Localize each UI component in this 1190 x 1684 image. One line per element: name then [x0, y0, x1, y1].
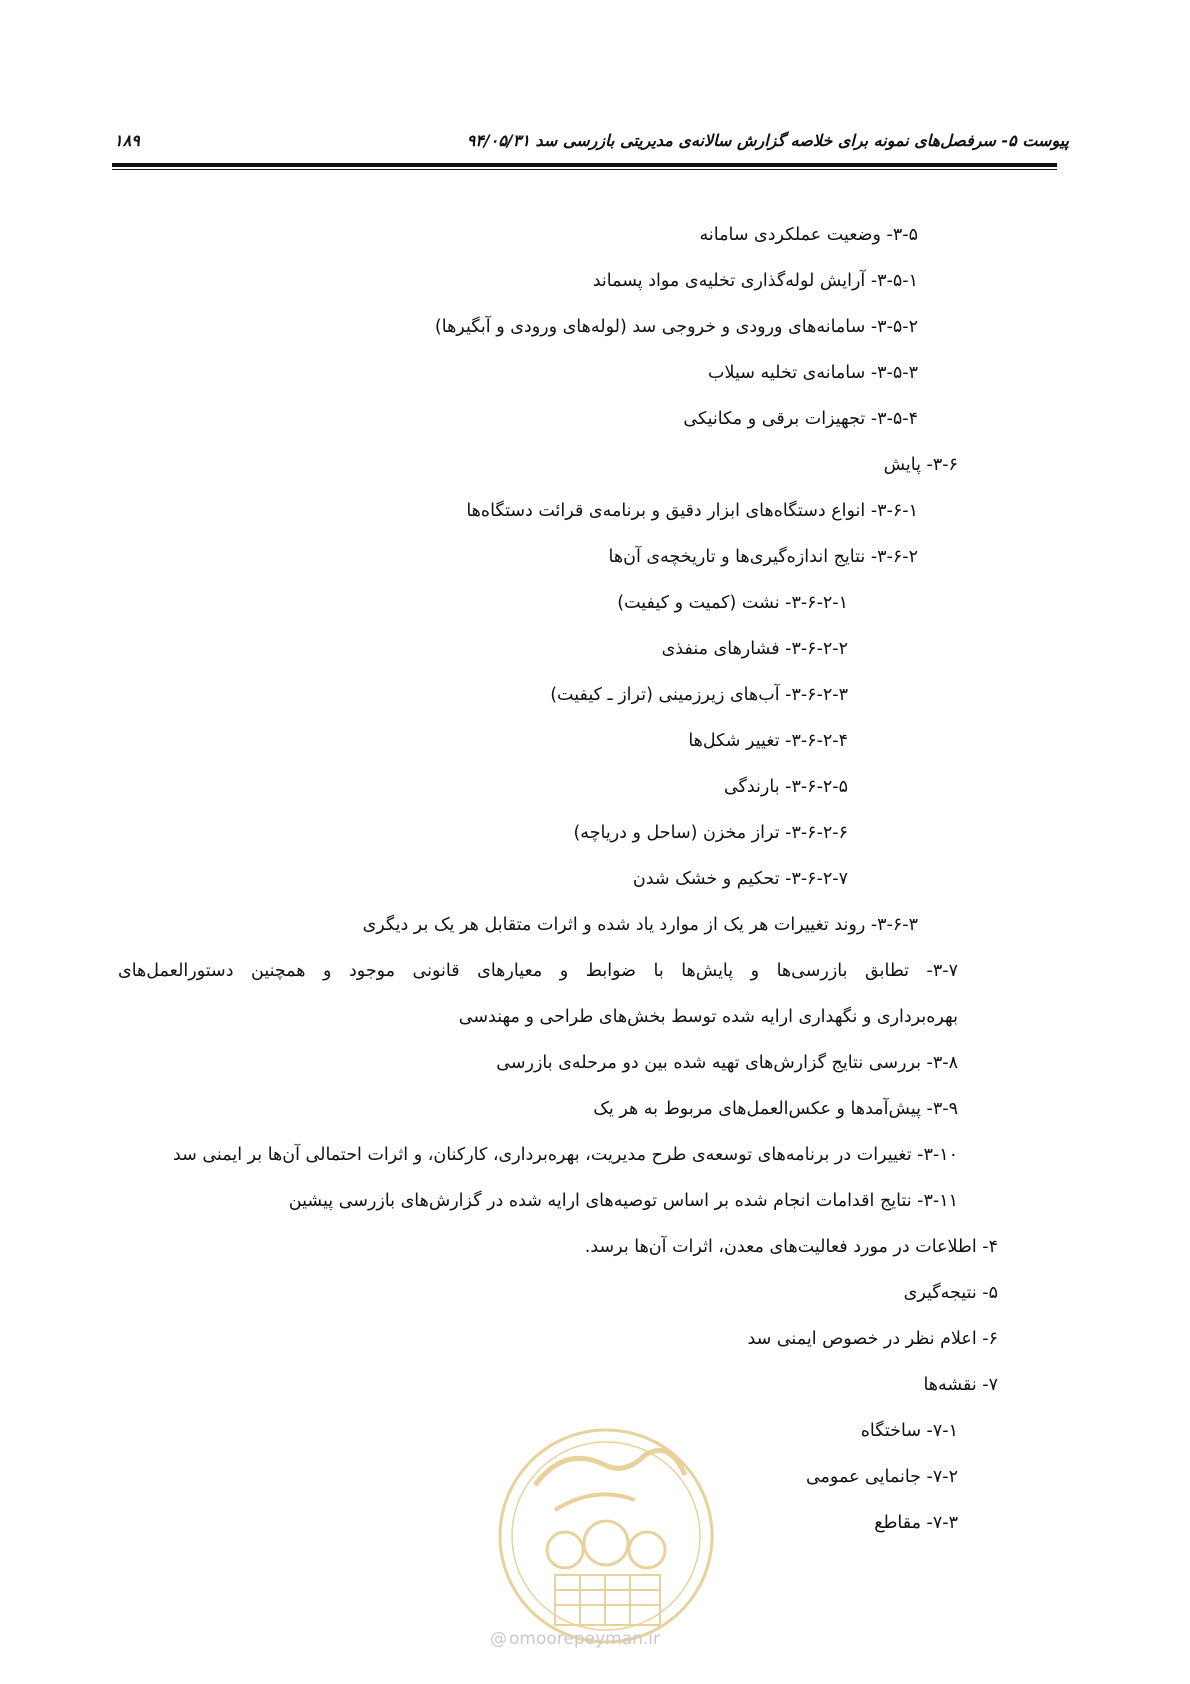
outline-item: ۵- نتیجه‌گیری: [903, 1283, 998, 1303]
outline-item: ۴- اطلاعات در مورد فعالیت‌های معدن، اثرات آن‌ها برسد.: [584, 1237, 998, 1257]
header-rule-thin: [112, 169, 1057, 170]
outline-item: ۳-۶-۲-۲- فشارهای منفذی: [661, 639, 848, 659]
page-number: ۱۸۹: [114, 131, 140, 150]
outline-item: ۳-۷- تطابق بازرسی‌ها و پایش‌ها با ضوابط و معیارهای قانونی موجود و همچنین دستورالعمل‌های: [118, 961, 958, 981]
outline-item: ۳-۵-۴- تجهیزات برقی و مکانیکی: [683, 409, 918, 429]
outline-item: ۶- اعلام نظر در خصوص ایمنی سد: [747, 1329, 998, 1349]
outline-item: ۳-۶-۲- نتایج اندازه‌گیری‌ها و تاریخچه‌ی آن‌ها: [608, 547, 918, 567]
outline-item: ۳-۶-۳- روند تغییرات هر یک از موارد یاد شده و اثرات متقابل هر یک بر دیگری: [362, 915, 918, 935]
running-header-title: پیوست ۵- سرفصل‌های نمونه برای خلاصه گزارش سالانه‌ی مدیریتی بازرسی سد ۹۴/۰۵/۳۱: [466, 131, 1069, 150]
outline-item: ۳-۶-۲-۱- نشت (کمیت و کیفیت): [617, 593, 848, 613]
watermark-seal-logo: [495, 1425, 717, 1647]
outline-item: ۳-۱۱- نتایج اقدامات انجام شده بر اساس توصیه‌های ارایه شده در گزارش‌های بازرسی پیشین: [288, 1191, 958, 1211]
outline-item: ۳-۶-۲-۳- آب‌های زیرزمینی (تراز ـ کیفیت): [550, 685, 848, 705]
outline-item: ۷-۱- ساختگاه: [860, 1421, 958, 1441]
outline-item-continuation: بهره‌برداری و نگهداری ارایه شده توسط بخش‌های طراحی و مهندسی: [458, 1007, 958, 1027]
outline-item: ۷-۲- جانمایی عمومی: [805, 1467, 958, 1487]
watermark-url: @ omoorepeyman.ir: [490, 1629, 661, 1649]
outline-item: ۳-۵-۲- سامانه‌های ورودی و خروجی سد (لوله‌های ورودی و آبگیرها): [434, 317, 918, 337]
outline-item: ۳-۶- پایش: [883, 455, 958, 475]
outline-item: ۳-۱۰- تغییرات در برنامه‌های توسعه‌ی طرح مدیریت، بهره‌برداری، کارکنان، و اثرات احتمالی آن‌ها بر ایمنی سد: [172, 1145, 958, 1165]
header-rule-thick: [112, 163, 1057, 167]
outline-item: ۷- نقشه‌ها: [923, 1375, 998, 1395]
outline-item: ۳-۵-۱- آرایش لوله‌گذاری تخلیه‌ی مواد پسماند: [592, 271, 918, 291]
outline-item: ۷-۳- مقاطع: [874, 1513, 958, 1533]
outline-item: ۳-۹- پیش‌آمدها و عکس‌العمل‌های مربوط به هر یک: [593, 1099, 958, 1119]
outline-item: ۳-۵-۳- سامانه‌ی تخلیه سیلاب: [708, 363, 918, 383]
outline-item: ۳-۵- وضعیت عملکردی سامانه: [699, 225, 918, 245]
outline-item: ۳-۶-۱- انواع دستگاه‌های ابزار دقیق و برنامه‌ی قرائت دستگاه‌ها: [466, 501, 918, 521]
outline-item: ۳-۶-۲-۷- تحکیم و خشک شدن: [632, 869, 848, 889]
outline-item: ۳-۶-۲-۶- تراز مخزن (ساحل و دریاچه): [573, 823, 848, 843]
outline-item: ۳-۶-۲-۵- بارندگی: [723, 777, 848, 797]
at-sign-icon: @: [490, 1629, 507, 1649]
outline-item: ۳-۸- بررسی نتایج گزارش‌های تهیه شده بین دو مرحله‌ی بازرسی: [496, 1053, 958, 1073]
outline-item: ۳-۶-۲-۴- تغییر شکل‌ها: [688, 731, 848, 751]
